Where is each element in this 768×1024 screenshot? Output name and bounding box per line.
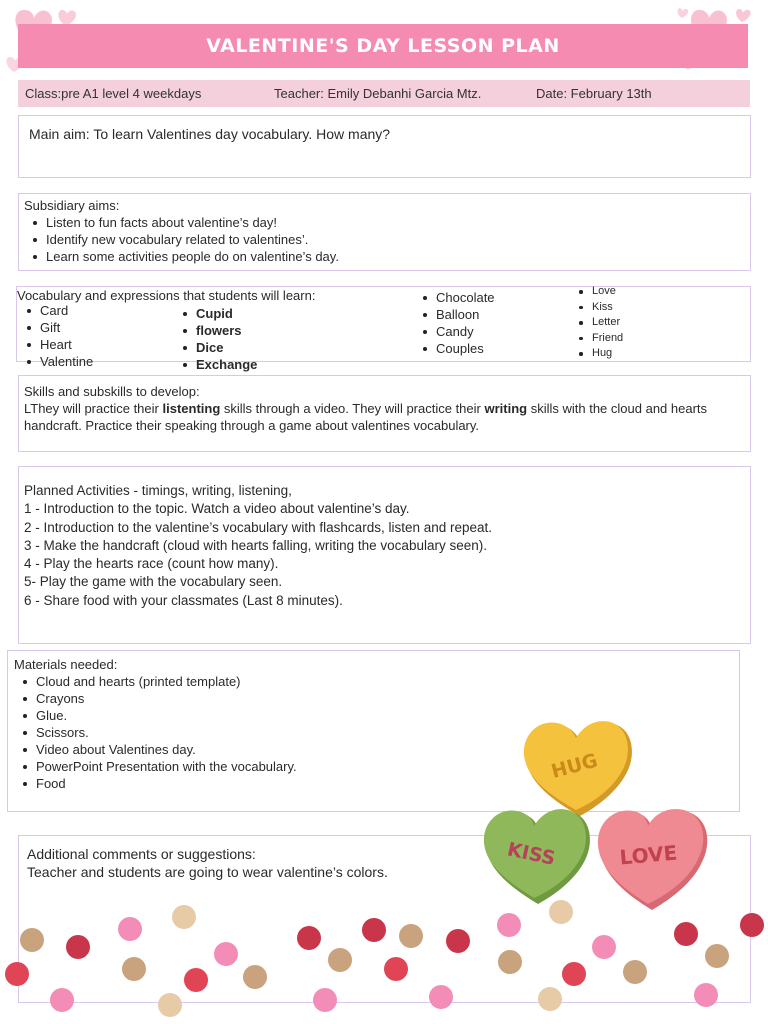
confetti-dot [122,957,146,981]
confetti-dot [5,962,29,986]
list-item: Kiss [570,300,720,316]
comments-text: Teacher and students are going to wear valentine’s colors. [27,864,388,880]
date-label: Date: February 13th [536,86,652,101]
list-item: Glue. [14,707,733,724]
confetti-dot [328,948,352,972]
candy-text-kiss: KISS [505,838,558,870]
list-item: Letter [570,315,720,331]
list-item: Love [570,284,720,300]
skills-heading: Skills and subskills to develop: [24,384,200,399]
confetti-dot [313,988,337,1012]
confetti-dot [740,913,764,937]
list-item: Gift [18,319,168,336]
main-aim-box [18,115,751,178]
skills-text-part: LThey will practice their [24,401,163,416]
vocabulary-col3 [414,289,564,357]
confetti-dot [243,965,267,989]
activity-line: 2 - Introduction to the valentine’s vocabulary with flashcards, listen and repeat. [24,519,493,535]
confetti-dot [592,935,616,959]
confetti-dot [562,962,586,986]
vocabulary-box [16,285,751,372]
confetti-dot [297,926,321,950]
confetti-dot [623,960,647,984]
list-item: Video about Valentines day. [14,741,733,758]
subsidiary-aims-list [24,214,745,265]
skills-bold-listening: listenting [162,401,221,416]
materials-heading: Materials needed: [14,657,118,672]
list-item: Balloon [414,306,564,323]
confetti-dot [705,944,729,968]
confetti-dot [362,918,386,942]
vocabulary-heading: Vocabulary and expressions that students will learn: [17,288,316,303]
confetti-dot [399,924,423,948]
confetti-dot [497,913,521,937]
list-item: Couples [414,340,564,357]
skills-text [24,400,745,434]
main-aim-text: Main aim: To learn Valentines day vocabulary. How many? [29,126,391,142]
list-item: Cloud and hearts (printed template) [14,673,733,690]
skills-bold-writing: writing [484,401,528,416]
activities-heading: Planned Activities - timings, writing, listening, [24,483,292,498]
list-item: flowers [174,322,324,339]
title-banner [18,24,748,68]
vocabulary-col1 [18,302,168,370]
list-item: Chocolate [414,289,564,306]
confetti-dot [694,983,718,1007]
list-item: Crayons [14,690,733,707]
candy-heart-kiss-icon [478,800,598,910]
skills-box [18,375,751,452]
confetti-dot [674,922,698,946]
candy-heart-love-icon [594,800,714,915]
list-item: Candy [414,323,564,340]
activity-line: 6 - Share food with your classmates (Last 8 minutes). [24,592,343,608]
skills-text-part: skills with the cloud and hearts handcraft. Practice their speaking through a game about valentines vocabulary. [24,401,708,433]
confetti-dot [384,957,408,981]
comments-heading: Additional comments or suggestions: [27,846,256,862]
confetti-dot [538,987,562,1011]
list-item: Friend [570,331,720,347]
list-item: Heart [18,336,168,353]
list-item: Food [14,775,733,792]
list-item: Learn some activities people do on valentine’s day. [24,248,745,265]
candy-text-hug: HUG [548,749,600,783]
activity-line: 1 - Introduction to the topic. Watch a video about valentine’s day. [24,501,410,517]
activity-line: 3 - Make the handcraft (cloud with hearts falling, writing the vocabulary seen). [24,537,487,553]
class-label: Class:pre A1 level 4 weekdays [25,86,202,101]
vocabulary-col2 [174,305,324,373]
list-item: Cupid [174,305,324,322]
confetti-dot [446,929,470,953]
list-item: Card [18,302,168,319]
list-item: Scissors. [14,724,733,741]
page-title: VALENTINE'S DAY LESSON PLAN [206,35,560,57]
activity-line: 4 - Play the hearts race (count how many). [24,556,279,572]
confetti-dot [172,905,196,929]
confetti-dot [50,988,74,1012]
list-item: Identify new vocabulary related to valentines’. [24,231,745,248]
teacher-label: Teacher: Emily Debanhi Garcia Mtz. [274,86,482,101]
skills-text-part: skills through a video. They will practice their [220,401,485,416]
confetti-dot [20,928,44,952]
list-item: Hug [570,346,720,362]
confetti-dot [184,968,208,992]
confetti-dot [66,935,90,959]
confetti-dot [214,942,238,966]
subsidiary-aims-heading: Subsidiary aims: [24,198,120,213]
list-item: Exchange [174,356,324,373]
vocabulary-col4 [570,284,720,362]
activity-line: 5- Play the game with the vocabulary seen. [24,574,283,590]
candy-text-love: LOVE [618,840,679,870]
subsidiary-aims-box [18,193,751,271]
list-item: Dice [174,339,324,356]
confetti-dot [429,985,453,1009]
list-item: Valentine [18,353,168,370]
confetti-dot [158,993,182,1017]
list-item: PowerPoint Presentation with the vocabulary. [14,758,733,775]
confetti-dot [498,950,522,974]
activities-box [18,466,751,644]
list-item: Listen to fun facts about valentine’s day! [24,214,745,231]
class-info-bar [18,80,750,107]
confetti-dot [118,917,142,941]
